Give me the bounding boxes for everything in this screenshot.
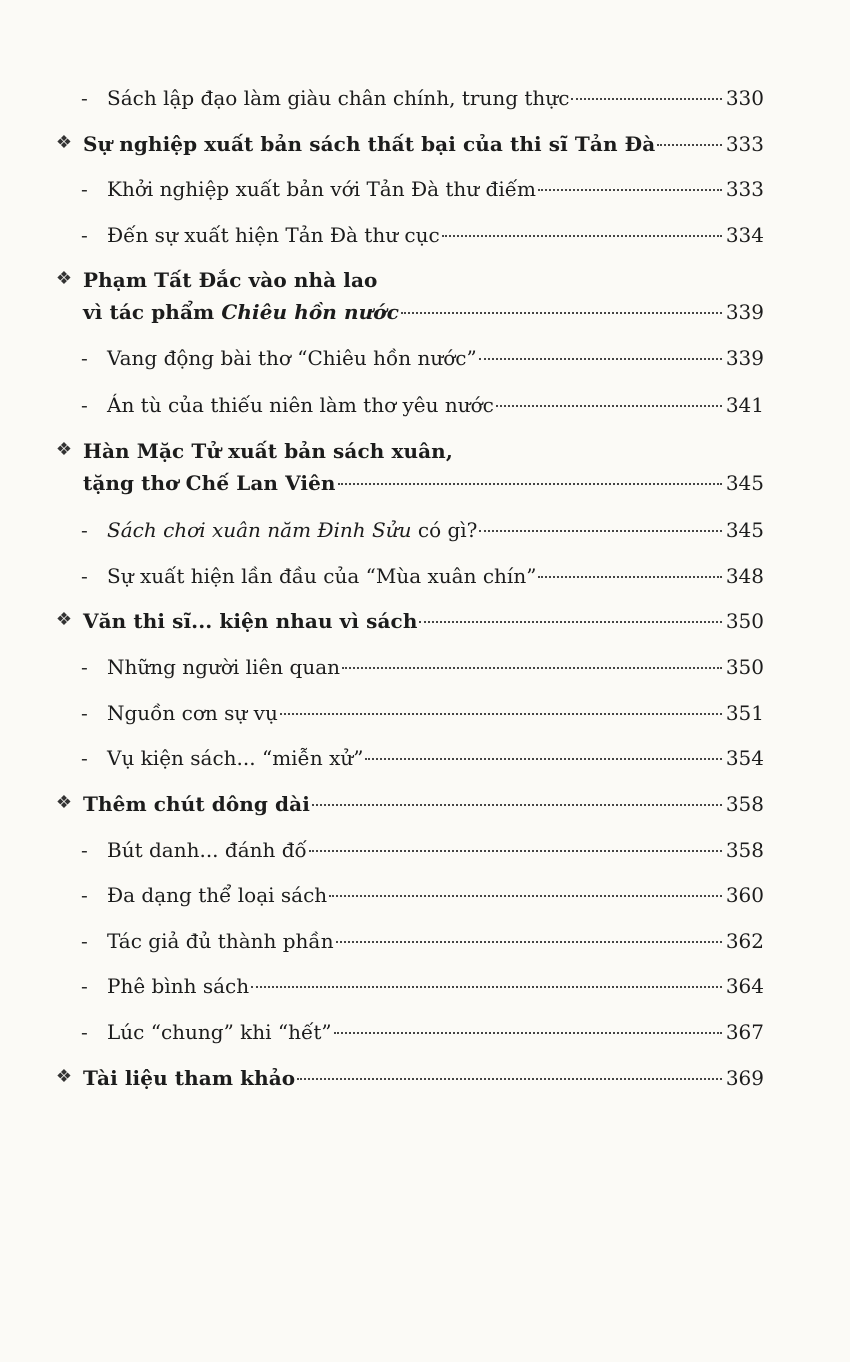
toc-section-title: Sự nghiệp xuất bản sách thất bại của thi sĩ Tản Đà	[83, 132, 656, 156]
dash-marker: -	[81, 518, 88, 542]
toc-subentry-title: Khởi nghiệp xuất bản với Tản Đà thư điếm	[107, 177, 536, 201]
dash-marker: -	[81, 86, 88, 110]
toc-subentry-title: Đến sự xuất hiện Tản Đà thư cục	[107, 223, 440, 247]
toc-section-title: Tài liệu tham khảo	[83, 1066, 296, 1090]
dot-leader	[442, 235, 722, 237]
toc-subentry-title: Án tù của thiếu niên làm thơ yêu nước	[107, 393, 494, 417]
dot-leader	[251, 986, 722, 988]
dash-marker: -	[81, 346, 88, 370]
dot-leader	[401, 312, 722, 314]
page-number: 339	[725, 300, 764, 324]
toc-subentry	[52, 564, 764, 594]
toc-section-title-continued: tặng thơ Chế Lan Viên	[83, 471, 336, 495]
page-number: 334	[725, 223, 764, 247]
title-italic-work: Sách chơi xuân năm Đinh Sửu	[107, 518, 412, 542]
dash-marker: -	[81, 655, 88, 679]
toc-subentry-title: Vụ kiện sách... “miễn xử”	[107, 746, 364, 770]
page-number: 341	[725, 393, 764, 417]
dash-marker: -	[81, 393, 88, 417]
page-number: 367	[725, 1020, 764, 1044]
dot-leader	[309, 850, 722, 852]
toc-subentry	[52, 883, 764, 913]
toc-subentry	[52, 655, 764, 685]
page-number: 354	[725, 746, 764, 770]
toc-subentry	[52, 518, 764, 548]
page-number: 330	[725, 86, 764, 110]
dot-leader	[297, 1078, 722, 1080]
dot-leader	[280, 713, 722, 715]
toc-section-title: Văn thi sĩ... kiện nhau vì sách	[83, 609, 418, 633]
toc-subentry-title: Tác giả đủ thành phần	[107, 929, 334, 953]
diamond-bullet-icon: ❖	[55, 609, 73, 630]
title-suffix: có gì?	[411, 518, 478, 542]
dash-marker: -	[81, 701, 88, 725]
dash-marker: -	[81, 177, 88, 201]
dash-marker: -	[81, 1020, 88, 1044]
dot-leader	[419, 621, 722, 623]
dash-marker: -	[81, 929, 88, 953]
dash-marker: -	[81, 564, 88, 588]
toc-subentry-title: Đa dạng thể loại sách	[107, 883, 328, 907]
page-number: 364	[725, 974, 764, 998]
toc-subentry-title: Những người liên quan	[107, 655, 341, 679]
toc-section-title-continued	[52, 300, 399, 324]
page-number: 348	[725, 564, 764, 588]
toc-subentry	[52, 86, 764, 116]
title-italic-work: Chiêu hồn nước	[221, 300, 400, 324]
diamond-bullet-icon: ❖	[55, 1066, 73, 1087]
toc-subentry-title: Sự xuất hiện lần đầu của “Mùa xuân chín”	[107, 564, 537, 588]
diamond-bullet-icon: ❖	[55, 268, 73, 289]
dot-leader	[571, 98, 722, 100]
diamond-bullet-icon: ❖	[55, 792, 73, 813]
page-number: 358	[725, 792, 764, 816]
dot-leader	[334, 1032, 722, 1034]
diamond-bullet-icon: ❖	[55, 132, 73, 153]
toc-subentry-title: Phê bình sách	[107, 974, 250, 998]
toc-subentry	[52, 929, 764, 959]
dot-leader	[538, 576, 722, 578]
toc-section-title: Thêm chút dông dài	[83, 792, 310, 816]
dot-leader	[338, 483, 722, 485]
dash-marker: -	[81, 883, 88, 907]
toc-subentry	[52, 701, 764, 731]
toc-section	[52, 1066, 764, 1096]
page-number: 333	[725, 132, 764, 156]
dot-leader	[538, 189, 722, 191]
toc-subentry	[52, 223, 764, 253]
page-number: 369	[725, 1066, 764, 1090]
dot-leader	[496, 405, 722, 407]
toc-subentry-title: Bút danh... đánh đố	[107, 838, 307, 862]
page-number: 351	[725, 701, 764, 725]
toc-section-title: Phạm Tất Đắc vào nhà lao	[83, 268, 378, 292]
page-number: 350	[725, 609, 764, 633]
toc-subentry	[52, 974, 764, 1004]
toc-section	[52, 439, 764, 501]
dot-leader	[479, 530, 722, 532]
title-prefix: vì tác phẩm	[83, 300, 222, 324]
dot-leader	[365, 758, 722, 760]
page-number: 345	[725, 518, 764, 542]
dot-leader	[336, 941, 722, 943]
page-number: 345	[725, 471, 764, 495]
toc-subentry-title: Lúc “chung” khi “hết”	[107, 1020, 332, 1044]
dot-leader	[342, 667, 722, 669]
page-number: 333	[725, 177, 764, 201]
toc-subentry	[52, 1020, 764, 1050]
toc-subentry	[52, 746, 764, 776]
toc-section	[52, 268, 764, 330]
dash-marker: -	[81, 746, 88, 770]
page-number: 358	[725, 838, 764, 862]
toc-subentry	[52, 177, 764, 207]
toc-section	[52, 609, 764, 639]
dash-marker: -	[81, 838, 88, 862]
dot-leader	[479, 358, 722, 360]
diamond-bullet-icon: ❖	[55, 439, 73, 460]
toc-subentry-title: Nguồn cơn sự vụ	[107, 701, 278, 725]
dot-leader	[657, 144, 722, 146]
toc-subentry-title: Vang động bài thơ “Chiêu hồn nước”	[107, 346, 477, 370]
dash-marker: -	[81, 974, 88, 998]
toc-section-title: Hàn Mặc Tử xuất bản sách xuân,	[83, 439, 453, 463]
page-number: 360	[725, 883, 764, 907]
toc-section	[52, 792, 764, 822]
toc-subentry	[52, 346, 764, 376]
toc-subentry-title: Sách lập đạo làm giàu chân chính, trung thực	[107, 86, 570, 110]
page-number: 339	[725, 346, 764, 370]
toc-subentry	[52, 393, 764, 423]
toc-section	[52, 132, 764, 162]
dot-leader	[312, 804, 722, 806]
toc-subentry	[52, 838, 764, 868]
page-number: 350	[725, 655, 764, 679]
toc-subentry-title	[52, 518, 477, 542]
page-number: 362	[725, 929, 764, 953]
dash-marker: -	[81, 223, 88, 247]
dot-leader	[329, 895, 722, 897]
